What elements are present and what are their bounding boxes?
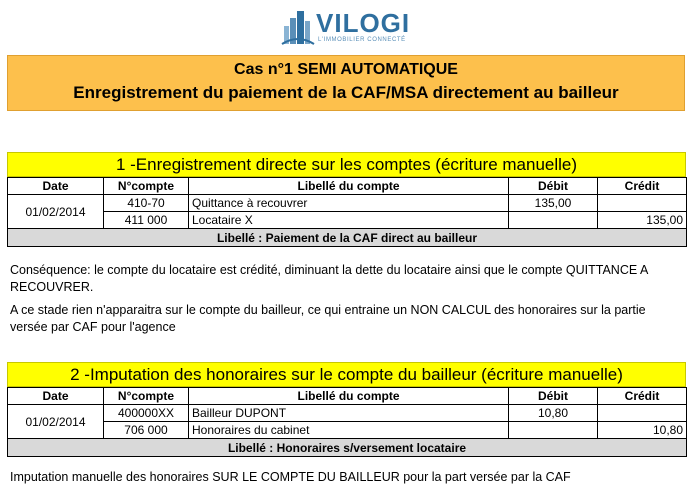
section2-note-text: Imputation manuelle des honoraires SUR LE COMPTE DU BAILLEUR pour la part versée par la CAF	[10, 470, 571, 484]
header-compte: N°compte	[104, 178, 189, 195]
header-debit: Débit	[509, 178, 598, 195]
debit-amount: 135,00	[509, 195, 598, 212]
table-header-row	[8, 388, 687, 405]
header-debit: Débit	[509, 388, 598, 405]
account-number: 411 000	[104, 212, 189, 229]
entry-libelle: Libellé : Honoraires s/versement locataire	[8, 439, 687, 457]
account-label: Bailleur DUPONT	[189, 405, 509, 422]
account-number: 410-70	[104, 195, 189, 212]
case-header	[7, 55, 685, 111]
table-row	[8, 212, 687, 229]
account-number: 706 000	[104, 422, 189, 439]
table-row	[8, 405, 687, 422]
account-number: 400000XX	[104, 405, 189, 422]
header-credit: Crédit	[598, 388, 687, 405]
header-date: Date	[8, 178, 104, 195]
header-compte: N°compte	[104, 388, 189, 405]
libelle-row	[8, 439, 687, 457]
header-libelle: Libellé du compte	[189, 388, 509, 405]
debit-amount	[509, 212, 598, 229]
account-label: Quittance à recouvrer	[189, 195, 509, 212]
table-row	[8, 422, 687, 439]
case-subtitle: Enregistrement du paiement de la CAF/MSA directement au bailleur	[73, 83, 619, 102]
credit-amount: 135,00	[598, 212, 687, 229]
header-credit: Crédit	[598, 178, 687, 195]
header-libelle: Libellé du compte	[189, 178, 509, 195]
credit-amount	[598, 405, 687, 422]
credit-amount	[598, 195, 687, 212]
libelle-row	[8, 229, 687, 247]
section1-title: 1 -Enregistrement directe sur les comptes (écriture manuelle)	[7, 152, 686, 177]
building-logo-icon	[280, 8, 316, 48]
table-row	[8, 195, 687, 212]
debit-amount: 10,80	[509, 405, 598, 422]
case-title: Cas n°1 SEMI AUTOMATIQUE	[234, 61, 458, 78]
entry-date: 01/02/2014	[8, 405, 104, 439]
table-header-row	[8, 178, 687, 195]
section2-table	[7, 387, 687, 457]
logo-name: VILOGI	[316, 8, 411, 38]
section1-consequence-text: Conséquence: le compte du locataire est crédité, diminuant la dette du locataire ainsi que le compte QUITTANCE A RECOUVRER.	[10, 263, 648, 294]
entry-libelle: Libellé : Paiement de la CAF direct au bailleur	[8, 229, 687, 247]
section2-title: 2 -Imputation des honoraires sur le compte du bailleur (écriture manuelle)	[7, 362, 686, 387]
vilogi-logo	[280, 8, 420, 48]
header-date: Date	[8, 388, 104, 405]
logo-tagline: L'IMMOBILIER CONNECTÉ	[318, 37, 406, 43]
account-label: Honoraires du cabinet	[189, 422, 509, 439]
section1-table	[7, 177, 687, 247]
credit-amount: 10,80	[598, 422, 687, 439]
section1-note-text: A ce stade rien n'apparaitra sur le compte du bailleur, ce qui entraine un NON CALCUL des honoraires sur la partie versée par CAF pour l'agence	[10, 303, 646, 334]
debit-amount	[509, 422, 598, 439]
account-label: Locataire X	[189, 212, 509, 229]
entry-date: 01/02/2014	[8, 195, 104, 229]
